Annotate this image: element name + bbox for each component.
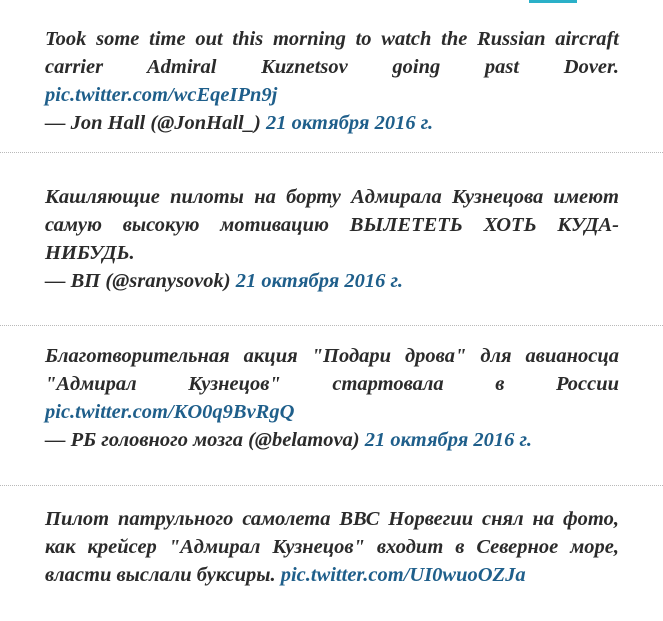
- tweet-pic-link[interactable]: pic.twitter.com/wcEqeIPn9j: [45, 84, 278, 106]
- embedded-tweet-3: [45, 342, 619, 454]
- tweet-text-content: Пилот патрульного самолета ВВС Норвегии снял на фото, как крейсер "Адмирал Кузнецов" входит в Северное море, власти выслали буксиры.: [45, 508, 619, 586]
- embedded-tweet-1: [45, 25, 619, 137]
- tweet-text: [45, 25, 619, 109]
- tweet-attribution: [45, 109, 619, 137]
- tweet-text: [45, 342, 619, 426]
- tweet-attribution: [45, 426, 619, 454]
- tweet-divider: [0, 152, 663, 153]
- top-accent-bar: [529, 0, 577, 3]
- tweet-date-link[interactable]: 21 октября 2016 г.: [235, 270, 403, 292]
- tweet-pic-link[interactable]: pic.twitter.com/KO0q9BvRgQ: [45, 401, 295, 423]
- tweet-date-link[interactable]: 21 октября 2016 г.: [265, 112, 434, 134]
- tweet-text-content: Took some time out this morning to watch the Russian aircraft carrier Admiral Kuznetsov going past Dover.: [45, 28, 619, 78]
- embedded-tweet-2: [45, 183, 619, 295]
- tweet-attribution: [45, 267, 619, 295]
- tweet-divider: [0, 325, 663, 326]
- tweet-text: [45, 183, 619, 267]
- tweet-text-content: Благотворительная акция "Подари дрова" для авианосца "Адмирал Кузнецов" стартовала в России: [45, 345, 619, 395]
- tweet-divider: [0, 485, 663, 486]
- tweet-pic-link[interactable]: pic.twitter.com/UI0wuoOZJa: [280, 564, 526, 586]
- tweet-date-link[interactable]: 21 октября 2016 г.: [364, 429, 532, 451]
- tweet-author: — РБ головного мозга (@belamova): [45, 429, 360, 451]
- tweet-author: — Jon Hall (@JonHall_): [45, 112, 261, 134]
- tweet-text: [45, 505, 619, 589]
- tweet-text-content: Кашляющие пилоты на борту Адмирала Кузнецова имеют самую высокую мотивацию ВЫЛЕТЕТЬ ХОТЬ КУДА-НИБУДЬ.: [45, 186, 619, 264]
- embedded-tweet-4: [45, 505, 619, 589]
- tweet-author: — ВП (@sranysovok): [45, 270, 231, 292]
